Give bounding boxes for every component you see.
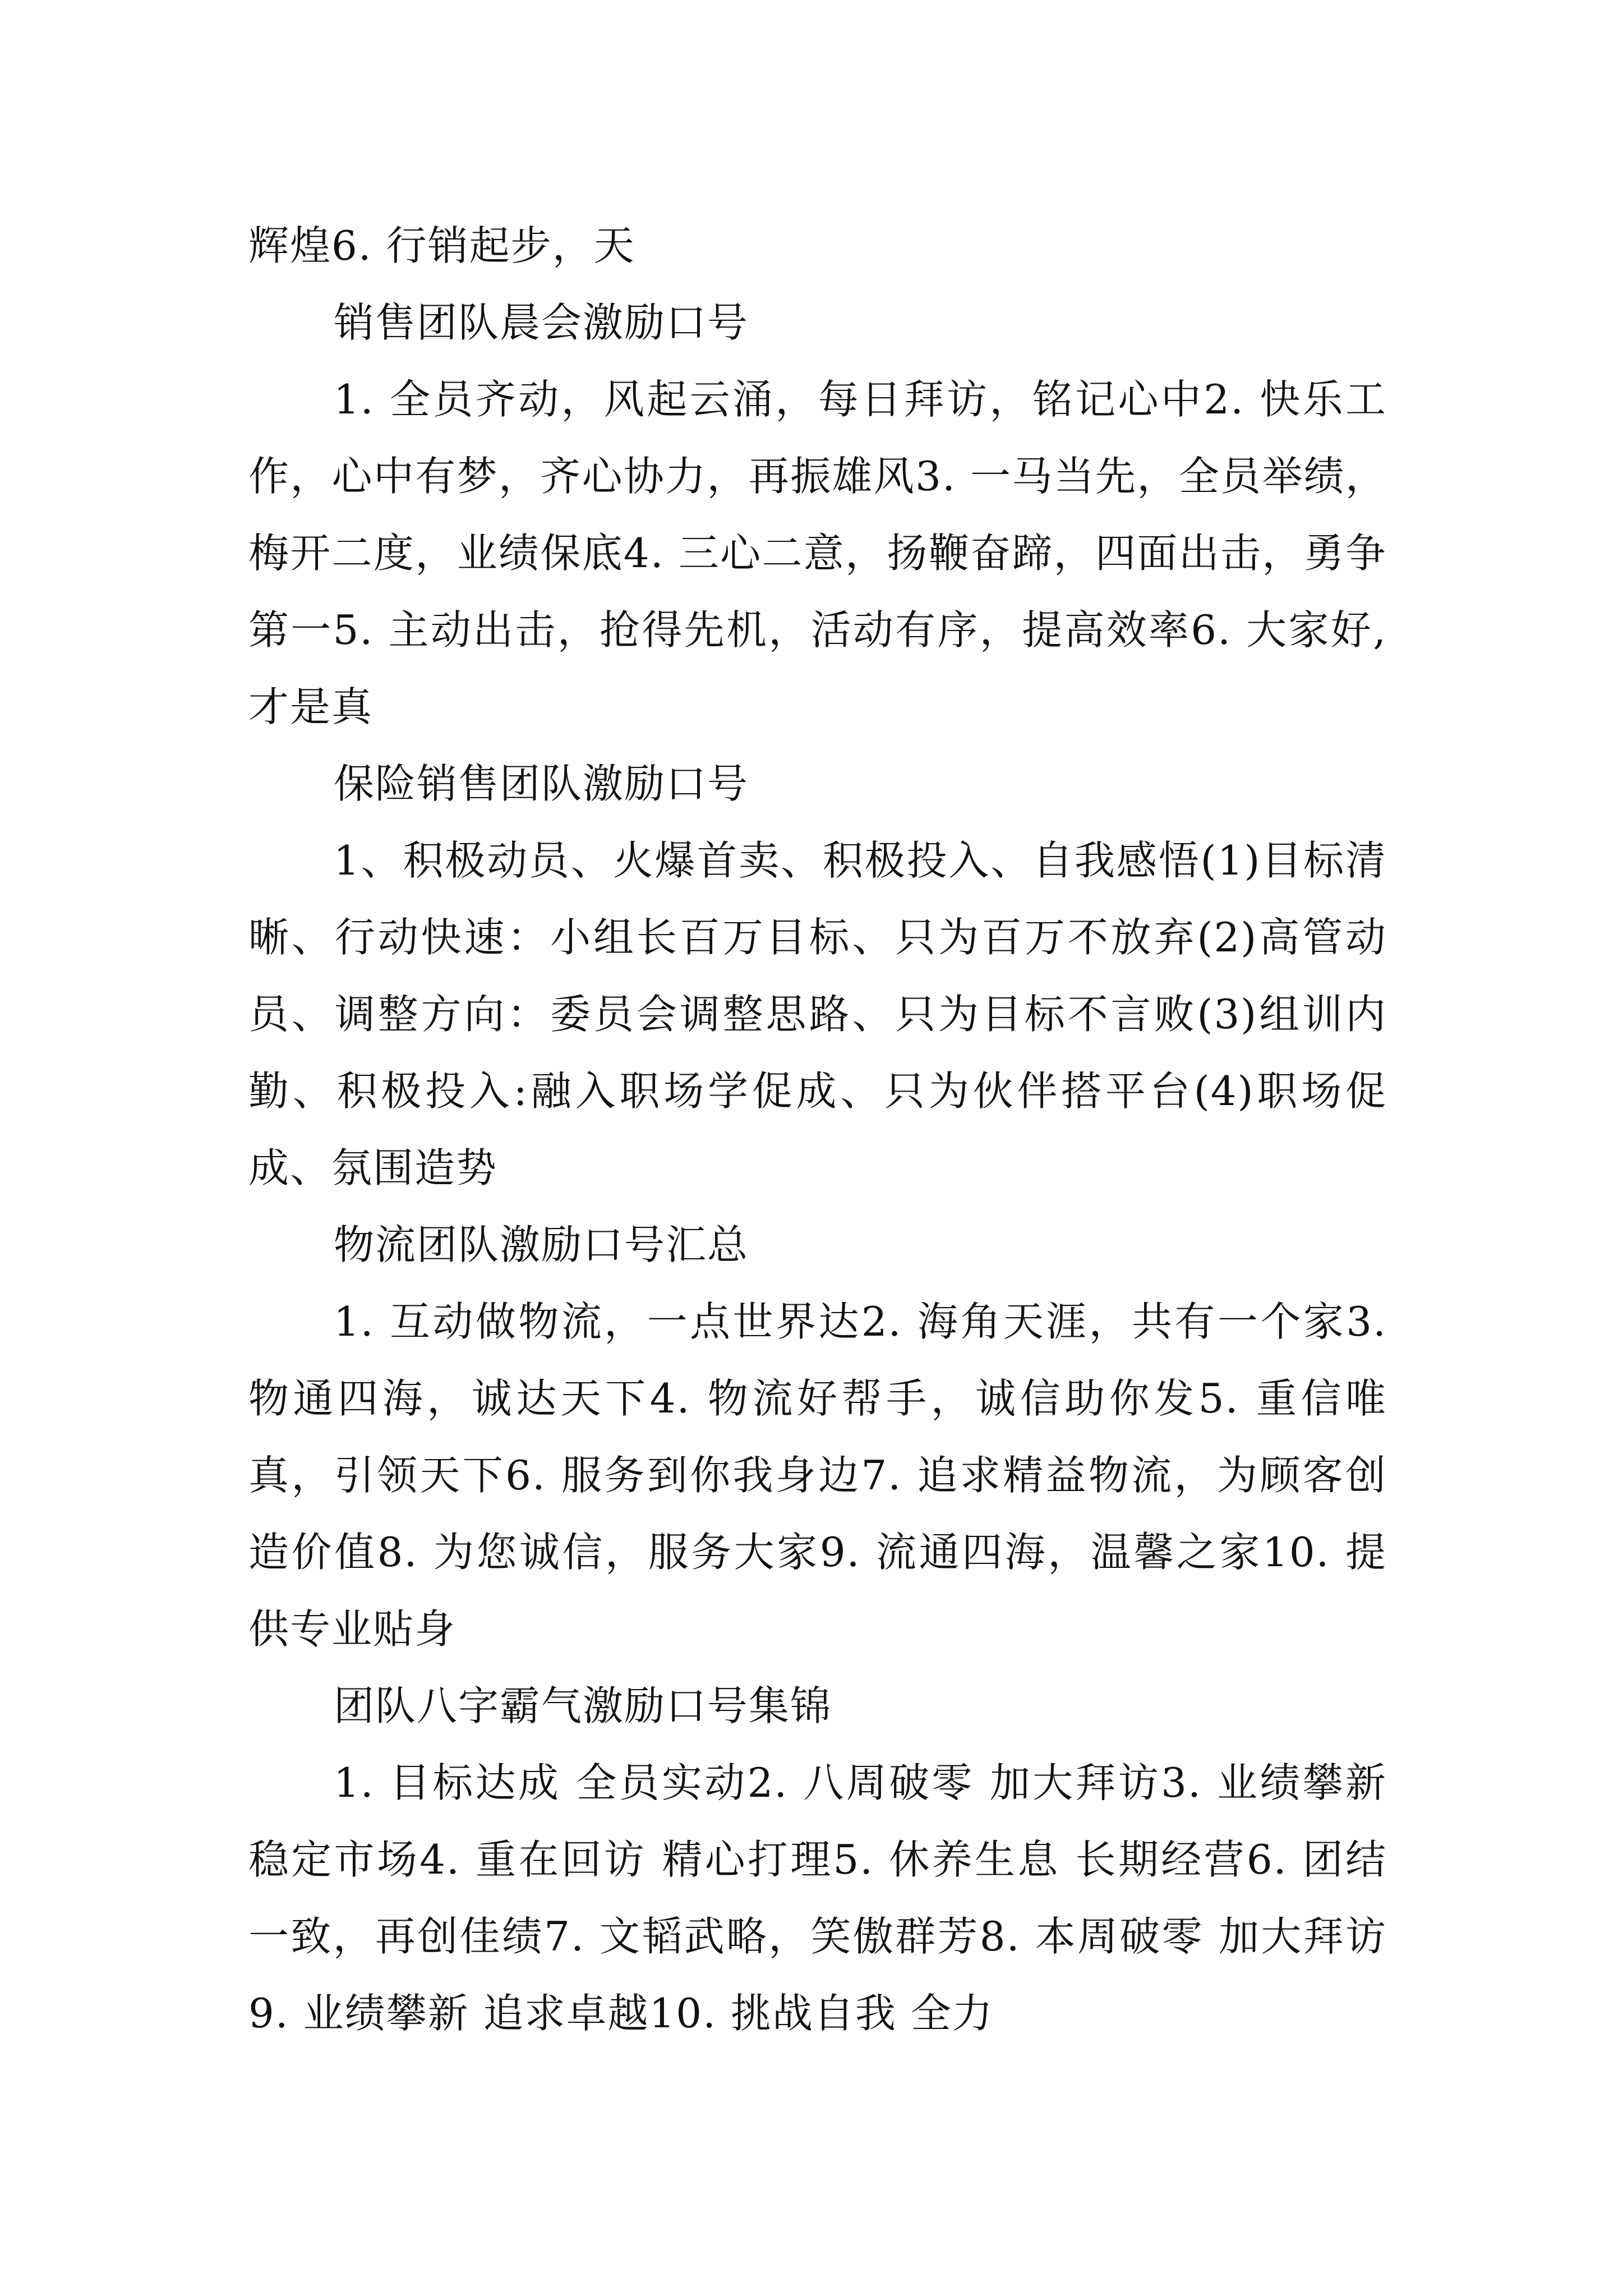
paragraph-eight-character-slogans: 1. 目标达成 全员实动2. 八周破零 加大拜访3. 业绩攀新 稳定市场4. 重在回访 精心打理5. 休养生息 长期经营6. 团结一致，再创佳绩7. 文韬武略，笑傲群芳8. 本周破零 加大拜访9. 业绩攀新 追求卓越10. 挑战自我 全力 [248, 1759, 1387, 2037]
paragraph-insurance-sales-slogans: 1、积极动员、火爆首卖、积极投入、自我感悟(1)目标清晰、行动快速：小组长百万目标、只为百万不放弃(2)高管动员、调整方向：委员会调整思路、只为目标不言败(3)组训内勤、积极投入:融入职场学促成、只为伙伴搭平台(4)职场促成、氛围造势 [248, 837, 1387, 1191]
paragraph-continuation: 辉煌6. 行销起步，天 [248, 222, 635, 269]
section-heading-insurance-sales-slogans: 保险销售团队激励口号 [334, 760, 749, 807]
document-page [248, 208, 1387, 2052]
paragraph-logistics-slogans: 1. 互动做物流，一点世界达2. 海角天涯，共有一个家3. 物通四海，诚达天下4. 物流好帮手，诚信助你发5. 重信唯真，引领天下6. 服务到你我身边7. 追求精益物流，为顾客创造价值8. 为您诚信，服务大家9. 流通四海，温馨之家10. 提供专业贴身 [248, 1298, 1387, 1653]
section-heading-eight-character-slogans: 团队八字霸气激励口号集锦 [334, 1682, 832, 1729]
paragraph-sales-morning-slogans: 1. 全员齐动，风起云涌，每日拜访，铭记心中2. 快乐工作，心中有梦，齐心协力，再振雄风3. 一马当先，全员举绩，梅开二度，业绩保底4. 三心二意，扬鞭奋蹄，四面出击，勇争第一5. 主动出击，抢得先机，活动有序，提高效率6. 大家好,才是真 [248, 376, 1387, 730]
section-heading-logistics-slogans: 物流团队激励口号汇总 [334, 1221, 749, 1268]
section-heading-sales-morning-slogans: 销售团队晨会激励口号 [334, 299, 749, 346]
